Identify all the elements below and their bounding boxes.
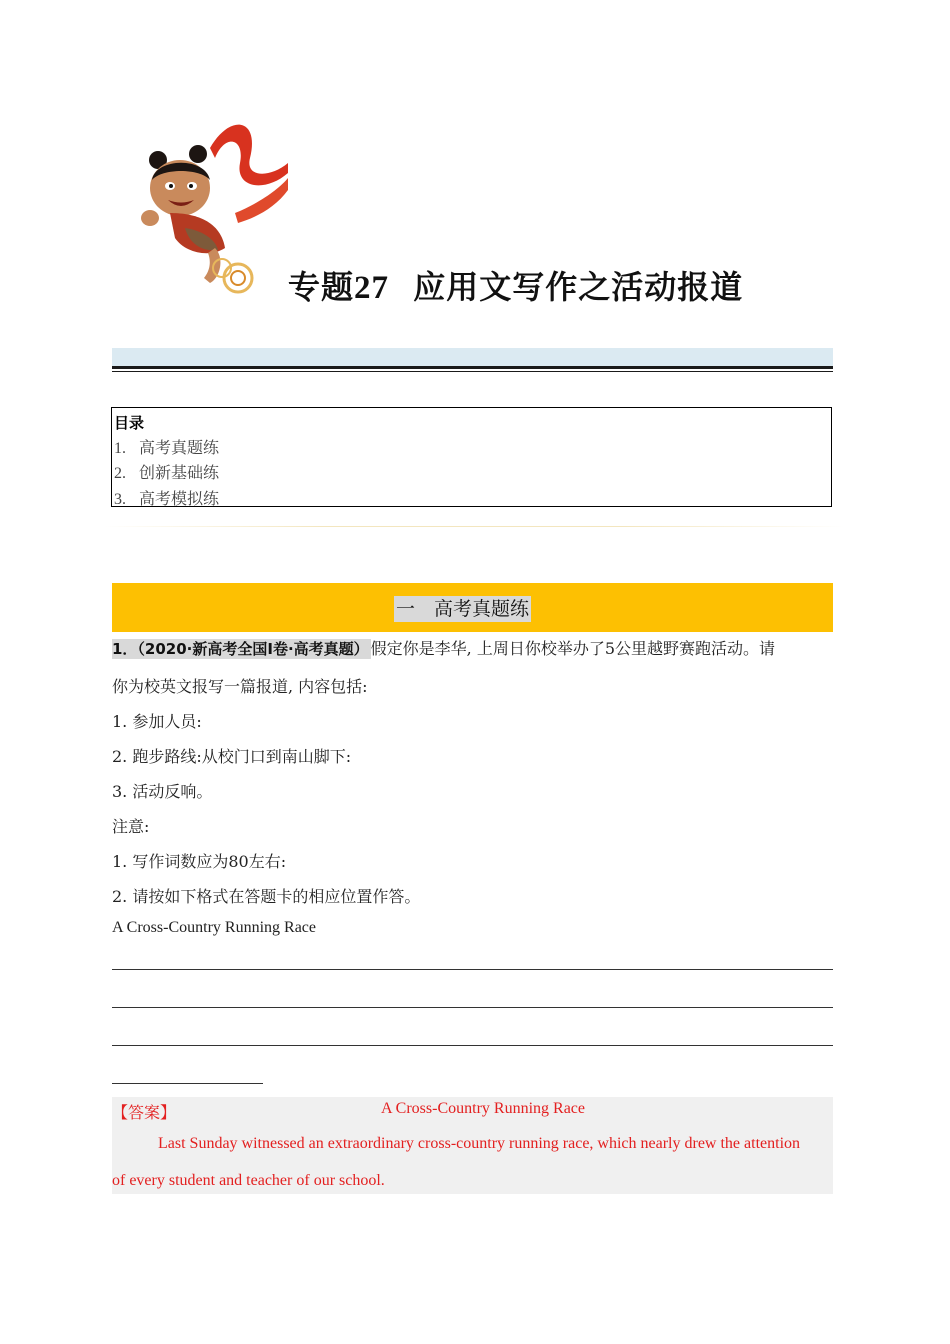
page-title [288, 262, 743, 308]
essay-title: A Cross-Country Running Race [112, 919, 316, 936]
answer-blank-line[interactable] [112, 1083, 263, 1084]
title-rest: 应用文写作之活动报道 [413, 268, 744, 306]
title-number: 27 [354, 270, 390, 306]
toc-item[interactable] [114, 487, 831, 513]
question-source-tag: 1．（2020·新高考全国Ⅰ卷·高考真题） [112, 640, 369, 658]
question-line-1 [112, 636, 775, 659]
content-point-3: 3. 活动反响。 [112, 782, 213, 801]
toc-item-label: 高考模拟练 [139, 488, 220, 508]
header-rule-thick [112, 366, 833, 369]
answer-blank-line[interactable] [112, 969, 833, 970]
answer-blank-line[interactable] [112, 1045, 833, 1046]
header-rule-thin [112, 371, 833, 372]
notes-label: 注意: [112, 817, 150, 836]
toc-item[interactable] [114, 436, 831, 462]
table-of-contents [111, 407, 832, 507]
answer-body-line-1: Last Sunday witnessed an extraordinary cross-country running race, which nearly drew the attention [158, 1135, 801, 1152]
note-1: 1. 写作词数应为80左右: [112, 852, 287, 871]
toc-item[interactable] [114, 461, 831, 487]
toc-item-number: 3. [114, 490, 126, 508]
toc-item-label: 高考真题练 [139, 437, 220, 457]
question-prompt-2: 你为校英文报写一篇报道, 内容包括: [112, 677, 368, 696]
toc-item-label: 创新基础练 [139, 463, 220, 482]
mascot-illustration [140, 118, 290, 303]
answer-body-line-2: of every student and teacher of our school. [112, 1172, 385, 1189]
toc-item-number: 1. [114, 439, 126, 457]
toc-heading: 目录 [114, 414, 145, 432]
section-heading: 一 高考真题练 [396, 598, 530, 620]
section-divider [104, 526, 844, 527]
toc-item-number: 2. [114, 465, 126, 482]
content-point-2: 2. 跑步路线:从校门口到南山脚下: [112, 747, 352, 766]
answer-label: 【答案】 [112, 1103, 177, 1122]
question-prompt-1: 假定你是李华, 上周日你校举办了5公里越野赛跑活动。请 [370, 639, 776, 658]
content-point-1: 1. 参加人员: [112, 712, 202, 731]
header-band [112, 348, 833, 366]
title-prefix: 专题 [288, 268, 355, 306]
note-2: 2. 请按如下格式在答题卡的相应位置作答。 [112, 887, 421, 906]
answer-blank-line[interactable] [112, 1007, 833, 1008]
answer-title: A Cross-Country Running Race [381, 1100, 585, 1117]
